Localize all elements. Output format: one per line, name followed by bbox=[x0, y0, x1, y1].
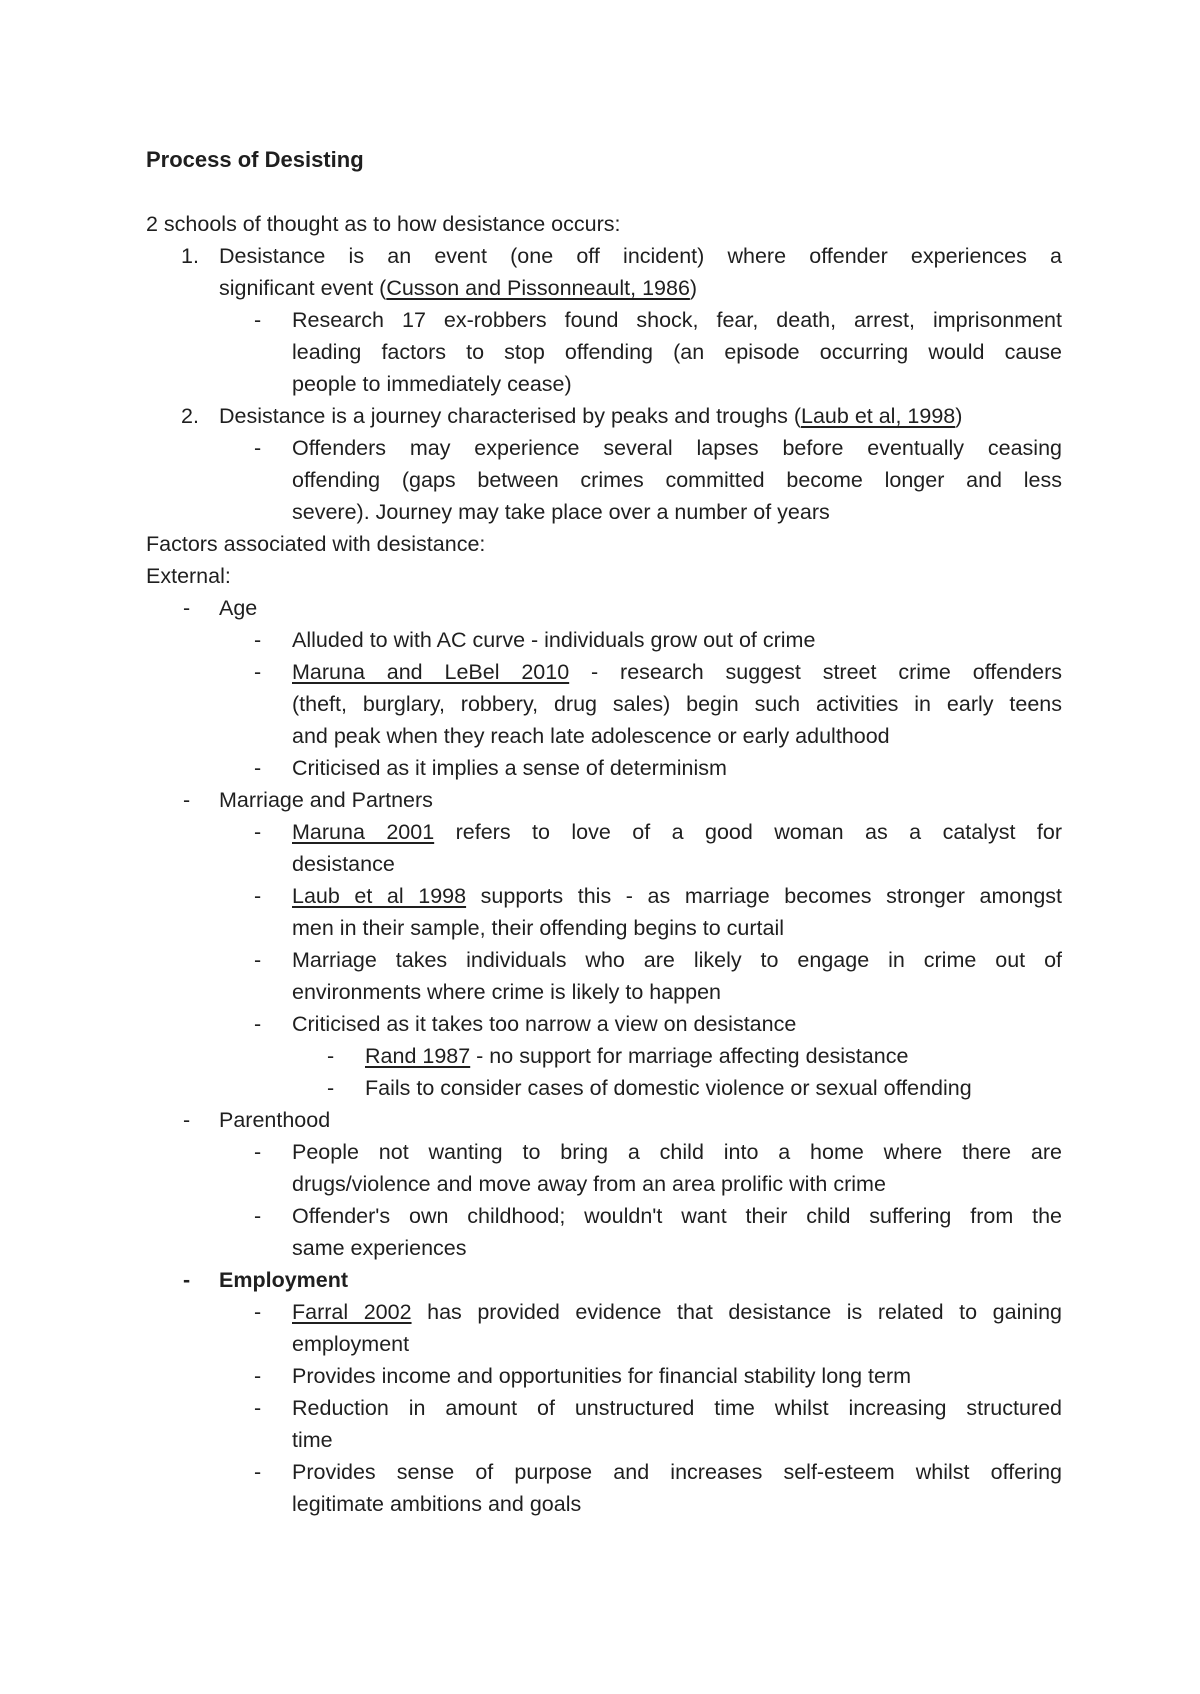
dash-bullet: - bbox=[254, 820, 262, 844]
dash-bullet: - bbox=[254, 1204, 262, 1228]
list-number-1: 1. bbox=[181, 244, 199, 268]
dash-bullet: - bbox=[254, 1460, 262, 1484]
citation-maruna-lebel: Maruna and LeBel 2010 bbox=[292, 660, 570, 684]
dash-bullet: - bbox=[254, 308, 262, 332]
employment-point4-line2: legitimate ambitions and goals bbox=[292, 1492, 582, 1516]
dash-bullet: - bbox=[254, 628, 262, 652]
dash-bullet: - bbox=[254, 660, 262, 684]
marriage-point1-line1 bbox=[292, 816, 1062, 848]
marriage-subpoint1-text: - no support for marriage affecting desistance bbox=[470, 1044, 909, 1068]
school1-bullet-line3: people to immediately cease) bbox=[292, 372, 572, 396]
age-point3: Criticised as it implies a sense of determinism bbox=[292, 756, 727, 780]
external-heading: External: bbox=[146, 564, 231, 588]
dash-bullet: - bbox=[254, 1140, 262, 1164]
school1-line1: Desistance is an event (one off incident) where offender experiences a bbox=[219, 244, 1062, 268]
dash-bullet: - bbox=[254, 1300, 262, 1324]
dash-bullet: - bbox=[254, 884, 262, 908]
citation-farral-2002: Farral 2002 bbox=[292, 1300, 412, 1324]
list-number-2: 2. bbox=[181, 404, 199, 428]
employment-point2: Provides income and opportunities for financial stability long term bbox=[292, 1364, 912, 1388]
employment-point3-line2: time bbox=[292, 1428, 333, 1452]
parenthood-label: Parenthood bbox=[219, 1108, 331, 1132]
marriage-point2-text: supports this - as marriage becomes stronger amongst bbox=[466, 884, 1062, 908]
marriage-point2-line1 bbox=[292, 880, 1062, 912]
dash-bullet: - bbox=[183, 596, 191, 620]
marriage-point1-line2: desistance bbox=[292, 852, 395, 876]
dash-bullet: - bbox=[183, 1108, 191, 1132]
school1-bullet-line2: leading factors to stop offending (an episode occurring would cause bbox=[292, 340, 1062, 364]
age-point1: Alluded to with AC curve - individuals grow out of crime bbox=[292, 628, 816, 652]
dash-bullet: - bbox=[183, 788, 191, 812]
dash-bullet: - bbox=[327, 1076, 335, 1100]
marriage-point2-line2: men in their sample, their offending begins to curtail bbox=[292, 916, 784, 940]
dash-bullet: - bbox=[254, 756, 262, 780]
age-point2-line3: and peak when they reach late adolescence or early adulthood bbox=[292, 724, 890, 748]
parenthood-point1-line2: drugs/violence and move away from an area prolific with crime bbox=[292, 1172, 886, 1196]
school2-bullet-line3: severe). Journey may take place over a number of years bbox=[292, 500, 830, 524]
marriage-subpoint1 bbox=[365, 1040, 908, 1072]
dash-bullet: - bbox=[254, 1396, 262, 1420]
school1-bullet-line1: Research 17 ex-robbers found shock, fear, death, arrest, imprisonment bbox=[292, 308, 1062, 332]
school1-line2 bbox=[219, 272, 697, 304]
marriage-point3-line2: environments where crime is likely to happen bbox=[292, 980, 722, 1004]
parenthood-point2-line2: same experiences bbox=[292, 1236, 467, 1260]
page-title: Process of Desisting bbox=[146, 147, 364, 172]
dash-bullet: - bbox=[254, 948, 262, 972]
school2-text: Desistance is a journey characterised by peaks and troughs ( bbox=[219, 404, 802, 428]
intro-text: 2 schools of thought as to how desistance occurs: bbox=[146, 212, 621, 236]
parenthood-point1-line1: People not wanting to bring a child into a home where there are bbox=[292, 1140, 1062, 1164]
dash-bullet: - bbox=[254, 1364, 262, 1388]
citation-maruna-2001: Maruna 2001 bbox=[292, 820, 435, 844]
marriage-point1-text: refers to love of a good woman as a catalyst for bbox=[434, 820, 1062, 844]
school1-paren: ) bbox=[689, 276, 698, 300]
citation-rand-1987: Rand 1987 bbox=[365, 1044, 471, 1068]
age-point2-line2: (theft, burglary, robbery, drug sales) begin such activities in early teens bbox=[292, 692, 1062, 716]
citation-laub-1998: Laub et al, 1998 bbox=[801, 404, 956, 428]
employment-point1-text: has provided evidence that desistance is related to gaining bbox=[411, 1300, 1062, 1324]
citation-cusson: Cusson and Pissonneault, 1986 bbox=[386, 276, 690, 300]
marriage-subpoint2: Fails to consider cases of domestic violence or sexual offending bbox=[365, 1076, 972, 1100]
marriage-label: Marriage and Partners bbox=[219, 788, 433, 812]
parenthood-point2-line1: Offender's own childhood; wouldn't want their child suffering from the bbox=[292, 1204, 1062, 1228]
age-point2-text: - research suggest street crime offenders bbox=[569, 660, 1063, 684]
marriage-point3-line1: Marriage takes individuals who are likely to engage in crime out of bbox=[292, 948, 1062, 972]
dash-bullet: - bbox=[254, 436, 262, 460]
citation-laub-et-al-1998: Laub et al 1998 bbox=[292, 884, 467, 908]
age-point2-line1 bbox=[292, 656, 1062, 688]
school2-bullet-line1: Offenders may experience several lapses before eventually ceasing bbox=[292, 436, 1062, 460]
employment-point1-line2: employment bbox=[292, 1332, 410, 1356]
school1-text: significant event ( bbox=[219, 276, 387, 300]
marriage-point4: Criticised as it takes too narrow a view on desistance bbox=[292, 1012, 797, 1036]
factors-heading: Factors associated with desistance: bbox=[146, 532, 486, 556]
employment-point3-line1: Reduction in amount of unstructured time whilst increasing structured bbox=[292, 1396, 1062, 1420]
age-label: Age bbox=[219, 596, 258, 620]
school2-paren: ) bbox=[955, 404, 963, 428]
employment-point4-line1: Provides sense of purpose and increases self-esteem whilst offering bbox=[292, 1460, 1062, 1484]
employment-point1-line1 bbox=[292, 1296, 1062, 1328]
dash-bullet: - bbox=[183, 1268, 191, 1292]
dash-bullet: - bbox=[254, 1012, 262, 1036]
dash-bullet: - bbox=[327, 1044, 335, 1068]
school2-line1 bbox=[219, 400, 962, 432]
employment-label: Employment bbox=[219, 1268, 349, 1292]
school2-bullet-line2: offending (gaps between crimes committed become longer and less bbox=[292, 468, 1062, 492]
